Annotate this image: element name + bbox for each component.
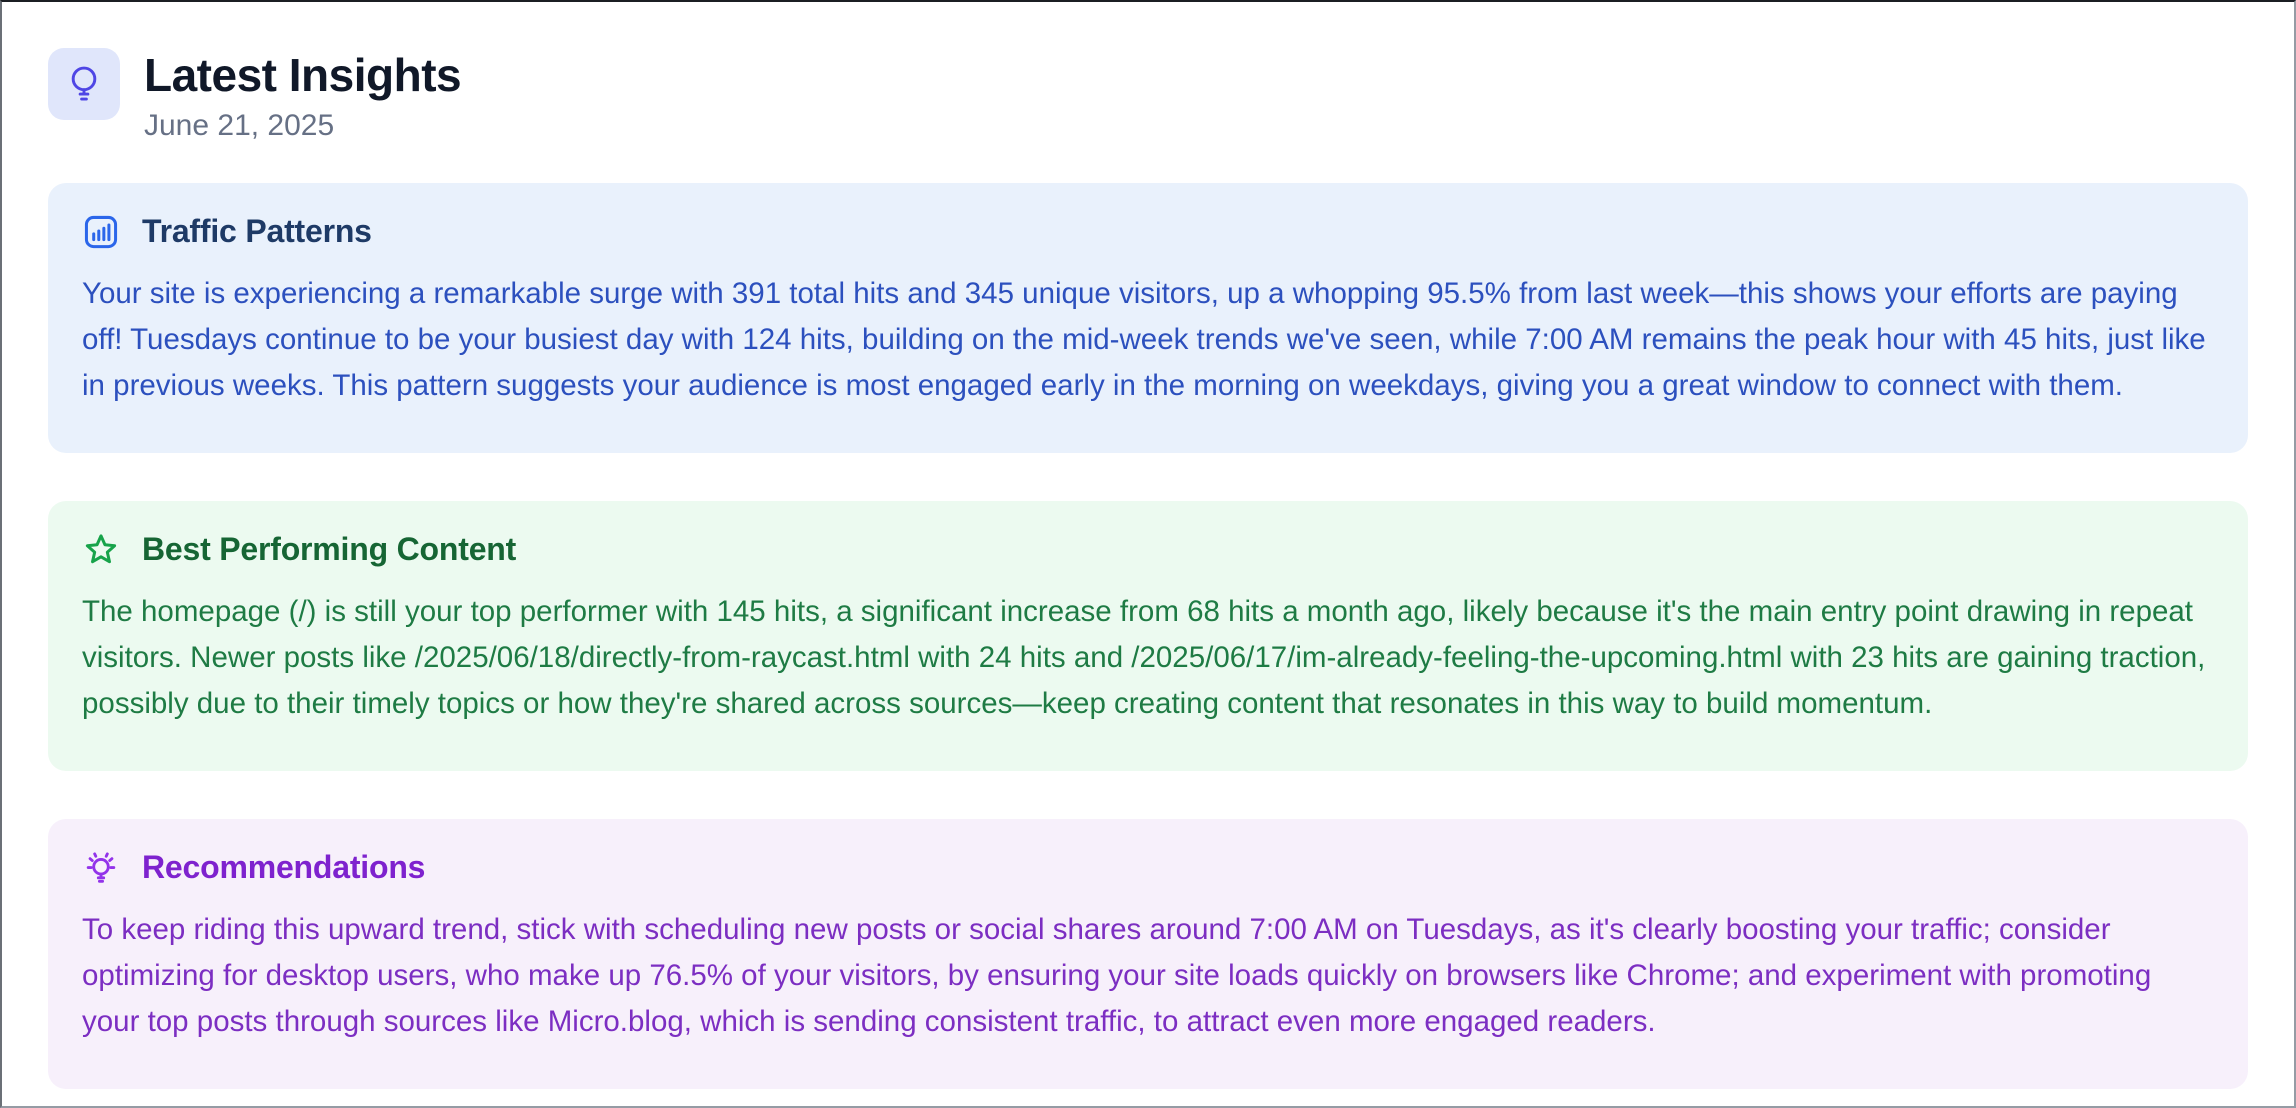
card-recommendations xyxy=(48,819,2248,1089)
card-header xyxy=(82,213,2212,251)
header xyxy=(48,48,2248,143)
card-title: Best Performing Content xyxy=(142,531,517,568)
lightbulb-icon xyxy=(62,62,106,106)
bar-chart-icon xyxy=(82,213,120,251)
card-title: Traffic Patterns xyxy=(142,213,372,250)
header-date: June 21, 2025 xyxy=(144,108,335,142)
card-traffic-patterns xyxy=(48,183,2248,453)
star-icon xyxy=(82,531,120,569)
lightbulb-tile xyxy=(48,48,120,120)
page-title: Latest Insights xyxy=(144,49,462,101)
card-body: To keep riding this upward trend, stick with scheduling new posts or social shares around 7:00 AM on Tuesdays, as it's clearly boosting your traffic; consider optimizing for desktop users, who make up 76.5% of your visitors, by ensuring your site loads quickly on browsers like Chrome; and experiment with promoting your top posts through sources like Micro.blog, which is sending consistent traffic, to attract even more engaged readers. xyxy=(82,912,2152,1038)
lightbulb-rays-icon xyxy=(82,849,120,887)
card-body: The homepage (/) is still your top performer with 145 hits, a significant increase from 68 hits a month ago, likely because it's the main entry point drawing in repeat visitors. Newer posts like /2025/06/18/directly-from-raycast.html with 24 hits and /2025/06/17/im-already-feeling-the-upcoming.html with 23 hits are gaining traction, possibly due to their timely topics or how they're shared across sources—keep creating content that resonates in this way to build momentum. xyxy=(82,594,2206,720)
header-text xyxy=(144,48,461,143)
card-best-performing-content xyxy=(48,501,2248,771)
card-header xyxy=(82,531,2212,569)
card-body: Your site is experiencing a remarkable surge with 391 total hits and 345 unique visitors, up a whopping 95.5% from last week—this shows your efforts are paying off! Tuesdays continue to be your busiest day with 124 hits, building on the mid-week trends we've seen, while 7:00 AM remains the peak hour with 45 hits, just like in previous weeks. This pattern suggests your audience is most engaged early in the morning on weekdays, giving you a great window to connect with them. xyxy=(82,276,2206,402)
card-title: Recommendations xyxy=(142,849,426,886)
card-header xyxy=(82,849,2212,887)
